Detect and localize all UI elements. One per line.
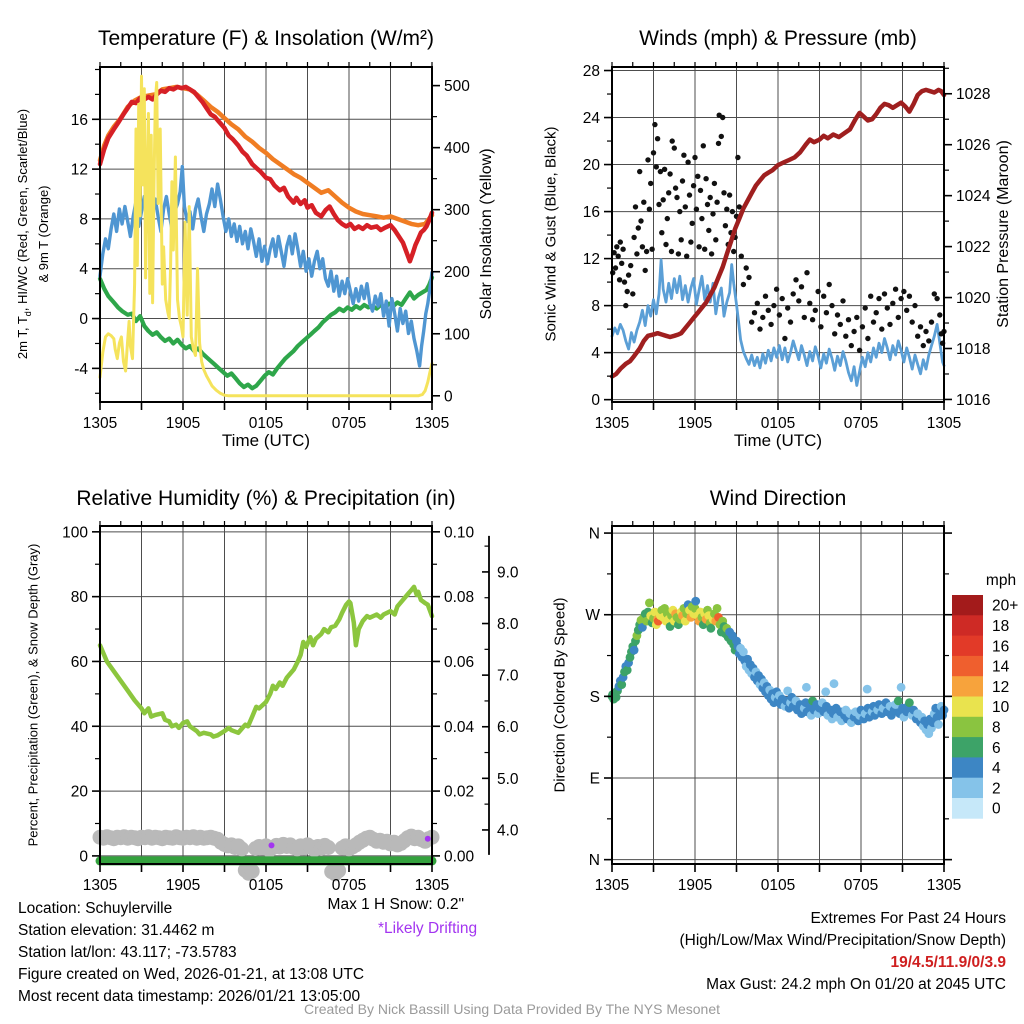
wind-speed-colorbar <box>952 595 1018 819</box>
svg-text:1305: 1305 <box>926 415 962 432</box>
svg-text:4: 4 <box>79 261 88 279</box>
svg-text:80: 80 <box>70 589 88 607</box>
panel1-title: Temperature (F) & Insolation (W/m²) <box>97 27 435 50</box>
svg-text:1305: 1305 <box>414 415 450 432</box>
figure-credit: Created By Nick Bassill Using Data Provided By The NYS Mesonet <box>303 1001 721 1017</box>
svg-text:60: 60 <box>70 653 88 671</box>
svg-text:0.06: 0.06 <box>444 653 475 671</box>
svg-text:1020: 1020 <box>956 290 991 308</box>
svg-text:20+: 20+ <box>992 597 1019 615</box>
colorbar-unit-label: mph <box>985 572 1017 589</box>
most-recent-data-timestamp: Most recent data timestamp: 2026/01/21 13:05:00 <box>18 988 361 1005</box>
svg-text:1305: 1305 <box>414 877 450 894</box>
panel3-humidity-precip <box>62 521 519 894</box>
panel1-x-axis-label: Time (UTC) <box>221 431 311 450</box>
svg-text:100: 100 <box>62 524 88 542</box>
svg-text:8.0: 8.0 <box>497 616 519 634</box>
svg-text:12: 12 <box>582 251 600 269</box>
svg-text:0705: 0705 <box>331 877 367 894</box>
svg-text:1305: 1305 <box>926 877 962 894</box>
svg-text:0705: 0705 <box>843 877 879 894</box>
svg-text:1026: 1026 <box>956 137 991 155</box>
svg-text:0: 0 <box>79 311 88 329</box>
svg-text:0.04: 0.04 <box>444 718 475 736</box>
panel4-title: Wind Direction <box>709 487 847 510</box>
svg-text:0.02: 0.02 <box>444 783 475 801</box>
svg-text:0.00: 0.00 <box>444 848 475 866</box>
svg-text:200: 200 <box>444 264 470 282</box>
station-elevation: Station elevation: 31.4462 m <box>18 922 215 939</box>
svg-text:9.0: 9.0 <box>497 564 519 582</box>
panel1-left-axis-label-line1b: , HI/WC (Red, Green, Scarlet/Blue) <box>15 108 31 312</box>
svg-text:0705: 0705 <box>843 415 879 432</box>
svg-text:2: 2 <box>992 780 1001 798</box>
svg-text:N: N <box>588 852 600 870</box>
svg-text:0105: 0105 <box>248 415 284 432</box>
figure-created-timestamp: Figure created on Wed, 2026-01-21, at 13:08 UTC <box>18 966 365 983</box>
svg-text:40: 40 <box>70 718 88 736</box>
svg-text:1305: 1305 <box>594 415 630 432</box>
svg-text:0: 0 <box>992 800 1001 818</box>
svg-text:28: 28 <box>582 63 600 81</box>
svg-text:0: 0 <box>79 848 88 866</box>
panel2-winds-pressure <box>583 62 991 432</box>
svg-text:4.0: 4.0 <box>497 822 519 840</box>
panel1-left-axis-label-sub: d <box>22 311 33 317</box>
extremes-values: 19/4.5/11.9/0/3.9 <box>890 954 1006 971</box>
svg-text:1905: 1905 <box>677 415 713 432</box>
svg-text:0: 0 <box>591 392 600 410</box>
panel1-left-axis-label-line2: & 9m T (Orange) <box>35 185 51 283</box>
panel1-temperature-insolation <box>71 62 470 432</box>
svg-text:8: 8 <box>79 211 88 229</box>
svg-text:1024: 1024 <box>956 188 991 206</box>
svg-text:1305: 1305 <box>594 877 630 894</box>
panel2-x-axis-label: Time (UTC) <box>733 431 823 450</box>
svg-text:1018: 1018 <box>956 341 991 359</box>
mesonet-station-figure: 1305 1905 0105 0705 1305 -4 0 4 8 12 16 0 100 200 300 400 500 1305 1905 0105 0705 1305 0 4 8 12 16 20 24 28 1016 1018 1020 1022 1024 1026 1028 1305 1905 0105 0705 1305 0 20 40 60 80 100 0.00 0.02 0.04 0.06 0.08 0.10 4.0 5.0 6.0 7.0 8.0 9.0 1305 1905 0105 0705 1305 N W S E N 20+ 18 16 14 12 10 8 6 4 2 0 Temperature (F) & Insolation (W/m²) Winds (mph) & Pressure (mb) Relative Humidity (%) & Precipitation (in) Wind Direction Time (UTC) Time (UTC) 2m T, $T_d$, HI/WC (Red, Green, Scarlet/Blue) & 9m T (Orange) Solar Insolation (Yellow) Sonic Wind & Gust (Blue, Black) Station Pressure (Maroon) Percent, Precipitation (Green), & Snow Depth (Gray) Direction (Colored By Speed) mph Max 1 H Snow: 0.2" *Likely Drifting Location: Schuylerville Station elevation: 31.4462 m Station lat/lon: 43.117; -73.5783 Figure created on Wed, 2026-01-21, at 13:08 UTC Most recent data timestamp: 2026/01/21 13:05:00 Extremes For Past 24 Hours (High/Low/Max Wind/Precipitation/Snow Depth) 19/4.5/11.9/0/3.9 Max Gust: 24.2 mph On 01/20 at 2045 UTC Created By Nick Bassill Using Data Provided By The NYS Mesonet <box>0 0 1024 1024</box>
likely-drifting-annotation: *Likely Drifting <box>378 920 478 937</box>
svg-text:N: N <box>588 525 600 543</box>
svg-text:0: 0 <box>444 388 453 406</box>
svg-text:20: 20 <box>582 157 600 175</box>
station-latlon: Station lat/lon: 43.117; -73.5783 <box>18 944 237 961</box>
panel2-title: Winds (mph) & Pressure (mb) <box>639 27 917 50</box>
panel4-wind-direction <box>585 521 961 894</box>
max-snow-annotation: Max 1 H Snow: 0.2" <box>327 896 464 913</box>
svg-text:4: 4 <box>992 760 1001 778</box>
svg-text:5.0: 5.0 <box>497 770 519 788</box>
svg-text:0105: 0105 <box>248 877 284 894</box>
svg-text:0.08: 0.08 <box>444 589 475 607</box>
svg-text:20: 20 <box>70 783 88 801</box>
svg-text:-4: -4 <box>74 360 88 378</box>
svg-text:8: 8 <box>591 298 600 316</box>
svg-text:1305: 1305 <box>82 877 118 894</box>
svg-text:1905: 1905 <box>677 877 713 894</box>
svg-text:1028: 1028 <box>956 86 991 104</box>
svg-text:0105: 0105 <box>760 415 796 432</box>
max-gust-annotation: Max Gust: 24.2 mph On 01/20 at 2045 UTC <box>706 976 1006 993</box>
svg-text:18: 18 <box>992 617 1010 635</box>
svg-text:500: 500 <box>444 78 470 96</box>
svg-text:1905: 1905 <box>165 877 201 894</box>
svg-text:14: 14 <box>992 658 1010 676</box>
svg-text:1905: 1905 <box>165 415 201 432</box>
svg-text:16: 16 <box>992 638 1010 656</box>
svg-text:0105: 0105 <box>760 877 796 894</box>
svg-text:7.0: 7.0 <box>497 667 519 685</box>
svg-text:10: 10 <box>992 699 1010 717</box>
svg-text:1305: 1305 <box>82 415 118 432</box>
panel1-left-axis-label-line1: 2m T, T <box>15 316 31 360</box>
extremes-subtitle: (High/Low/Max Wind/Precipitation/Snow Depth) <box>679 932 1006 949</box>
svg-text:8: 8 <box>992 719 1001 737</box>
svg-text:12: 12 <box>992 678 1010 696</box>
svg-text:6: 6 <box>992 739 1001 757</box>
svg-text:0705: 0705 <box>331 415 367 432</box>
svg-text:W: W <box>585 607 600 625</box>
svg-text:12: 12 <box>70 161 88 179</box>
station-location: Location: Schuylerville <box>18 900 173 917</box>
svg-text:300: 300 <box>444 202 470 220</box>
svg-text:400: 400 <box>444 140 470 158</box>
svg-text:0.10: 0.10 <box>444 524 475 542</box>
svg-text:1016: 1016 <box>956 391 991 409</box>
svg-text:E: E <box>589 770 600 788</box>
svg-text:24: 24 <box>582 110 600 128</box>
svg-text:16: 16 <box>70 111 88 129</box>
svg-text:6.0: 6.0 <box>497 719 519 737</box>
svg-text:100: 100 <box>444 326 470 344</box>
svg-text:S: S <box>589 688 600 706</box>
svg-text:1022: 1022 <box>956 239 991 257</box>
svg-text:4: 4 <box>591 345 600 363</box>
panel3-title: Relative Humidity (%) & Precipitation (in) <box>76 487 456 510</box>
svg-text:16: 16 <box>582 204 600 222</box>
extremes-title: Extremes For Past 24 Hours <box>810 910 1006 927</box>
